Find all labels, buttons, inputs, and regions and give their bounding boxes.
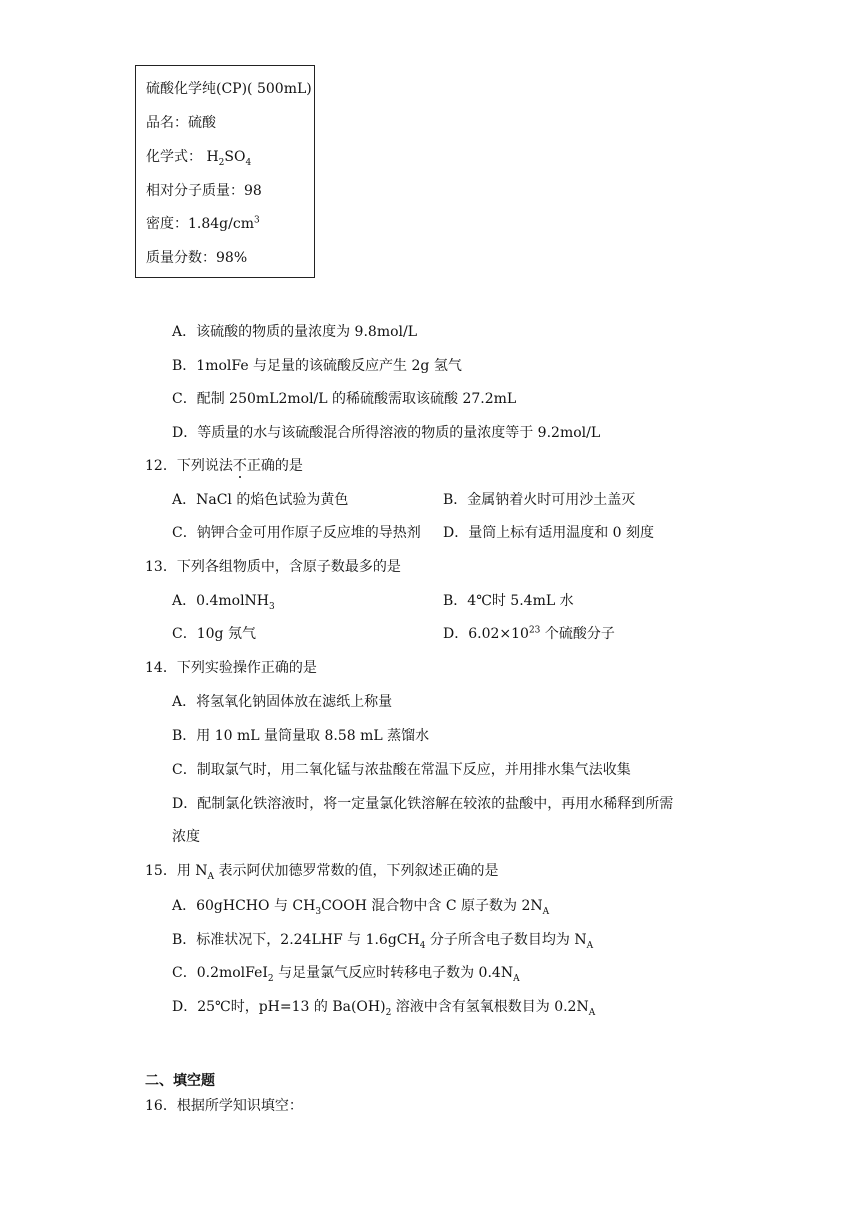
q12-option-b: B．金属钠着火时可用沙土盖灭 — [443, 492, 636, 508]
q14-stem: 14．下列实验操作正确的是 — [145, 660, 317, 676]
q13-option-c: C．10g 氖气 — [172, 626, 256, 642]
q13-stem: 13．下列各组物质中，含原子数最多的是 — [145, 559, 401, 575]
q12-option-d: D．量筒上标有适用温度和 0 刻度 — [443, 525, 655, 541]
q15-option-d: D．25℃时，pH=13 的 $Ba(OH)_2$ 溶液中含有氢氧根数目为 $0.2N_A$ — [172, 999, 596, 1018]
q13-option-d: D．$6.02\times 10^{23}$ 个硫酸分子 — [443, 625, 615, 642]
q13-option-a: A．0.4molNH$_3$ — [172, 593, 275, 612]
q11-option-d: D．等质量的水与该硫酸混合所得溶液的物质的量浓度等于 9.2mol/L — [172, 425, 601, 441]
q12-stem: 12．下列说法不正确的是 — [145, 458, 303, 474]
q13-option-b: B．4℃时 5.4mL 水 — [443, 593, 574, 609]
q15-option-a: A．60gHCHO 与 $CH_3COOH$ 混合物中含 C 原子数为 $2N_A$ — [172, 898, 550, 917]
q14-option-d-line1: D．配制氯化铁溶液时，将一定量氯化铁溶解在较浓的盐酸中，再用水稀释到所需 — [172, 796, 674, 812]
emphasis-mark: 不 — [232, 458, 247, 474]
q12-option-a: A．NaCl 的焰色试验为黄色 — [172, 492, 349, 508]
label-mass: 相对分子质量：98 — [146, 183, 262, 199]
section-title-fill-in: 二、填空题 — [145, 1073, 215, 1089]
q15-option-c: C．0.2molFeI$_2$ 与足量氯气反应时转移电子数为 $0.4N_A$ — [172, 965, 520, 984]
q15-stem: 15．用 $N_A$ 表示阿伏加德罗常数的值，下列叙述正确的是 — [145, 863, 499, 882]
q14-option-b: B．用 10 mL 量筒量取 8.58 mL 蒸馏水 — [172, 728, 430, 744]
label-name: 品名：硫酸 — [146, 115, 216, 131]
q16-stem: 16．根据所学知识填空： — [145, 1098, 303, 1114]
label-density: 密度：$1.84g/cm^3$ — [146, 215, 260, 232]
q11-option-c: C．配制 250mL2mol/L 的稀硫酸需取该硫酸 27.2mL — [172, 391, 517, 407]
q12-option-c: C．钠钾合金可用作原子反应堆的导热剂 — [172, 525, 421, 541]
label-title: 硫酸化学纯(CP)( 500mL) — [146, 81, 312, 97]
q14-option-c: C．制取氯气时，用二氧化锰与浓盐酸在常温下反应，并用排水集气法收集 — [172, 762, 631, 778]
label-fraction: 质量分数：98% — [146, 250, 248, 266]
q14-option-d-line2: 浓度 — [172, 829, 200, 845]
label-formula: 化学式： $H_2SO_4$ — [146, 149, 252, 168]
q11-option-a: A．该硫酸的物质的量浓度为 9.8mol/L — [172, 324, 418, 340]
q15-option-b: B．标准状况下，2.24LHF 与 1.6gCH$_4$ 分子所含电子数目均为 $N_A$ — [172, 932, 594, 951]
q14-option-a: A．将氢氧化钠固体放在滤纸上称量 — [172, 694, 393, 710]
reagent-label-box — [135, 65, 315, 278]
q11-option-b: B．1molFe 与足量的该硫酸反应产生 2g 氢气 — [172, 358, 462, 374]
